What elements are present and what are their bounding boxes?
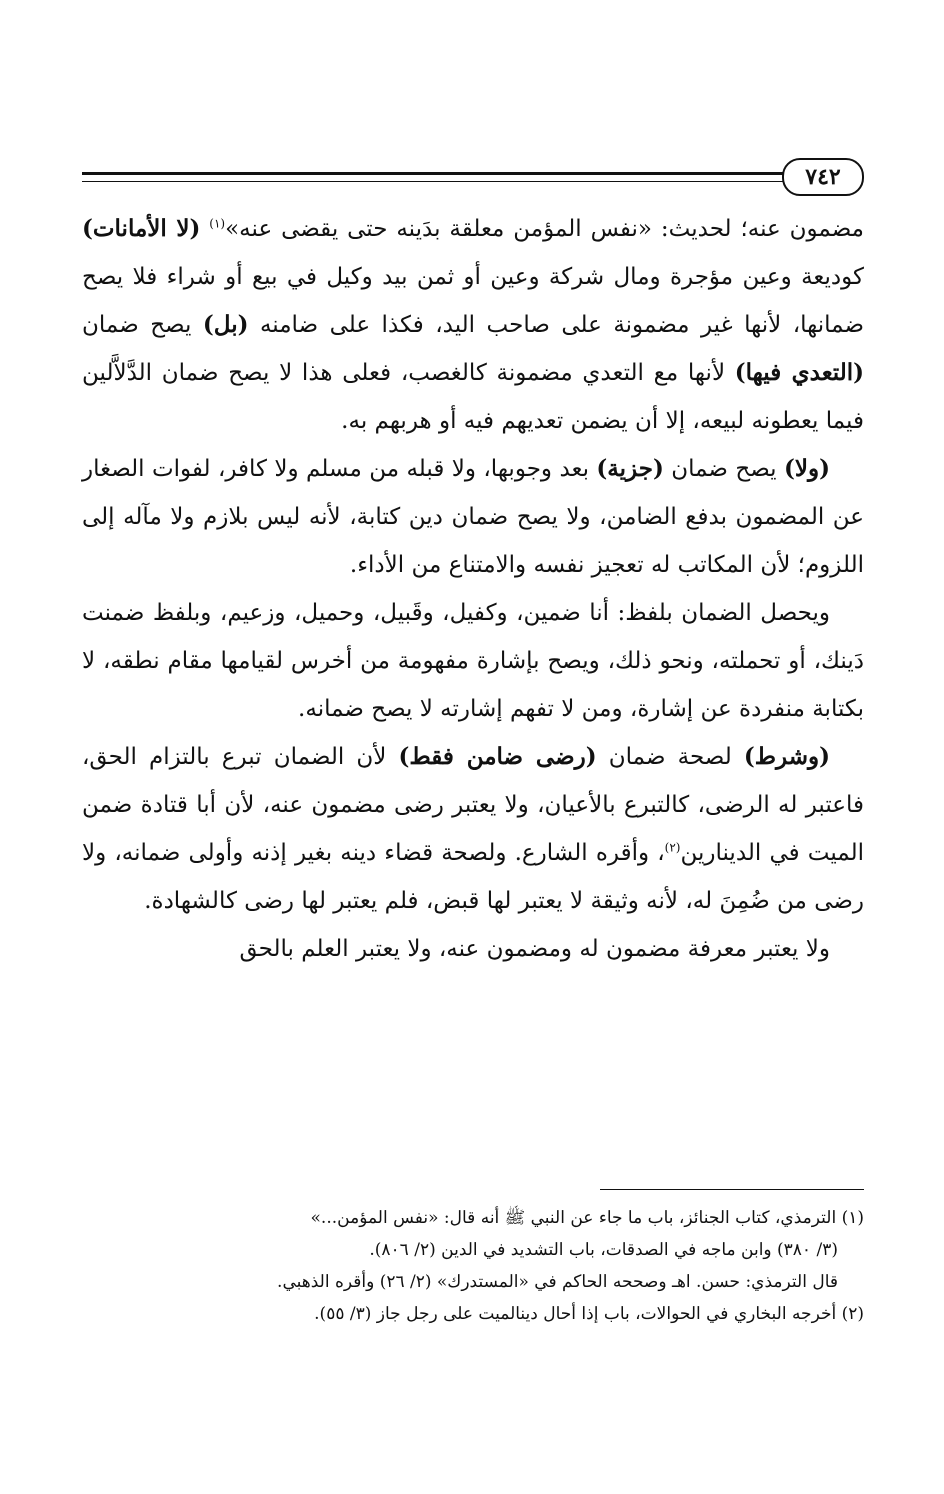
footnote-ref-2[interactable]: (٢) xyxy=(664,840,681,855)
paragraph-3 xyxy=(82,589,864,733)
text-run: كوديعة وعين مؤجرة ومال شركة وعين أو ثمن بيد وكيل في بيع أو شراء فلا يصح ضمانها، لأنها غير مضمونة على صاحب اليد، فكذا على ضامنه xyxy=(82,264,864,338)
text-run: ، وأقره الشارع. ولصحة قضاء دينه بغير إذنه وأولى ضمانه، ولا رضى من ضُمِنَ له، لأنه وثيقة لا يعتبر لها قبض، فلم يعتبر لها رضى كالشهادة. xyxy=(82,840,864,914)
footnote-1-line-2: (٣/ ٣٨٠) وابن ماجه في الصدقات، باب التشديد في الدين (٢/ ٨٠٦). xyxy=(369,1240,838,1260)
text-run: يصح ضمان xyxy=(663,456,784,482)
paragraph-5 xyxy=(82,925,864,973)
footnote-1-line-3: قال الترمذي: حسن. اهـ وصححه الحاكم في «المستدرك» (٢/ ٢٦) وأقره الذهبي. xyxy=(277,1272,838,1292)
text-run xyxy=(200,216,209,242)
text-run: ولا يعتبر معرفة مضمون له ومضمون عنه، ولا يعتبر العلم بالحق xyxy=(239,936,830,962)
footnote-1-line-1: (١) الترمذي، كتاب الجنائز، باب ما جاء عن النبي ﷺ أنه قال: «نفس المؤمن...» xyxy=(310,1208,864,1228)
bold-term: (ولا) xyxy=(783,455,830,482)
footnote-separator xyxy=(600,1189,864,1190)
text-run: لصحة ضمان xyxy=(596,744,744,770)
bold-term: (بل) xyxy=(202,311,249,338)
page-header xyxy=(82,158,864,202)
header-rule xyxy=(82,172,784,182)
page-number: ٧٤٢ xyxy=(782,158,864,196)
text-run: لأن الضمان تبرع بالتزام الحق، فاعتبر له الرضى، كالتبرع بالأعيان، ولا يعتبر رضى مضمون عنه، لأن أبا قتادة ضمن الميت في الدينارين xyxy=(82,744,864,866)
footnotes xyxy=(110,1202,864,1330)
main-text xyxy=(82,205,864,973)
text-run: مضمون عنه؛ لحديث: «نفس المؤمن معلقة بدَينه حتى يقضى عنه» xyxy=(225,216,864,242)
footnote-ref-1[interactable]: (١) xyxy=(209,216,226,231)
bold-term: (رضى ضامن فقط) xyxy=(398,743,597,770)
bold-term: (وشرط) xyxy=(743,743,830,770)
text-run: لأنها مع التعدي مضمونة كالغصب، فعلى هذا لا يصح ضمان الدَّلاَّلين فيما يعطونه لبيعه، إلا أن يضمن تعديهم فيه أو هربهم به. xyxy=(82,360,864,434)
paragraph-2 xyxy=(82,445,864,589)
paragraph-1 xyxy=(82,205,864,445)
paragraph-4 xyxy=(82,733,864,925)
text-run: يصح ضمان xyxy=(82,312,203,338)
bold-term: (لا الأمانات) xyxy=(82,215,201,242)
bold-term: (التعدي فيها) xyxy=(734,359,865,386)
text-run: بعد وجوبها، ولا قبله من مسلم ولا كافر، لفوات الصغار عن المضمون بدفع الضامن، ولا يصح ضمان دين كتابة، لأنه ليس بلازم ولا مآله إلى اللزوم؛ لأن المكاتب له تعجيز نفسه والامتناع من الأداء. xyxy=(82,456,864,578)
bold-term: (جزية) xyxy=(596,455,664,482)
text-run: ويحصل الضمان بلفظ: أنا ضمين، وكفيل، وقَبيل، وحميل، وزعيم، وبلفظ ضمنت دَينك، أو تحملته، ونحو ذلك، ويصح بإشارة مفهومة من أخرس لقيامها مقام نطقه، لا بكتابة منفردة عن إشارة، ومن لا تفهم إشارته لا يصح ضمانه. xyxy=(82,600,864,722)
footnote-2-line-1: (٢) أخرجه البخاري في الحوالات، باب إذا أحال دينالميت على رجل جاز (٣/ ٥٥). xyxy=(314,1304,864,1324)
